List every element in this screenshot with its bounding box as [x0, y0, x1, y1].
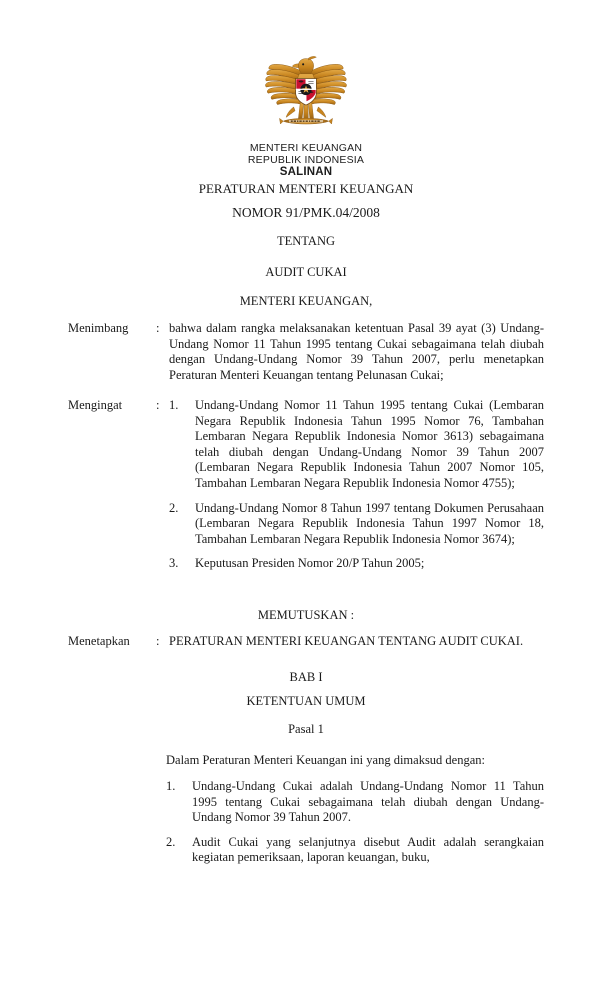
menetapkan-label: Menetapkan	[68, 634, 130, 648]
regulation-subject: AUDIT CUKAI	[265, 265, 347, 279]
mengingat-item-text: Keputusan Presiden Nomor 20/P Tahun 2005;	[195, 556, 425, 571]
mengingat-label: Mengingat	[68, 398, 123, 412]
menetapkan-colon: :	[156, 634, 160, 648]
definition-item	[166, 779, 544, 826]
pasal-intro-text: Dalam Peraturan Menteri Keuangan ini yang dimaksud dengan:	[166, 753, 486, 767]
mengingat-clause	[68, 398, 544, 572]
bab-title: KETENTUAN UMUM	[246, 694, 366, 708]
menimbang-text: bahwa dalam rangka melaksanakan ketentuan Pasal 39 ayat (3) Undang-Undang Nomor 11 Tahun 1995 tentang Cukai sebagaimana telah diubah dengan Undang-Undang Nomor 39 Tahun 2007, perlu menetapkan Peraturan Menteri Keuangan tentang Pelunasan Cukai;	[169, 321, 544, 382]
pasal-number: Pasal 1	[288, 722, 324, 736]
definition-item-number: 1.	[166, 779, 176, 793]
definition-item-number: 2.	[166, 834, 176, 849]
definition-item	[166, 835, 544, 866]
ministry-line-2: REPUBLIK INDONESIA	[247, 154, 365, 166]
salinan-label: SALINAN	[279, 166, 333, 178]
mengingat-colon: :	[156, 398, 160, 412]
menimbang-clause	[68, 321, 544, 383]
definition-item-text: Undang-Undang Cukai adalah Undang-Undang Nomor 11 Tahun 1995 tentang Cukai sebagaimana telah diubah dengan Undang-Undang Nomor 39 Tahun 2007.	[192, 779, 544, 825]
regulation-number: NOMOR 91/PMK.04/2008	[232, 205, 380, 220]
garuda-pancasila-icon	[258, 52, 354, 142]
menetapkan-clause	[68, 634, 544, 650]
mengingat-item-text: Undang-Undang Nomor 8 Tahun 1997 tentang Dokumen Perusahaan (Lembaran Negara Republik Indonesia Tahun 1997 Nomor 18, Tambahan Lembaran Negara Republik Indonesia Nomor 3674);	[195, 500, 544, 546]
mengingat-item	[169, 398, 544, 492]
emblem-container	[0, 52, 612, 147]
mengingat-item-number: 3.	[169, 556, 179, 571]
menetapkan-text: PERATURAN MENTERI KEUANGAN TENTANG AUDIT CUKAI.	[169, 634, 524, 648]
definition-list	[166, 779, 544, 866]
menimbang-label: Menimbang	[68, 321, 129, 335]
mengingat-list-container	[169, 398, 544, 572]
mengingat-item	[169, 556, 544, 572]
mengingat-item	[169, 501, 544, 548]
issuer-title: MENTERI KEUANGAN,	[239, 294, 373, 308]
mengingat-item-number: 2.	[169, 500, 179, 515]
menimbang-colon: :	[156, 321, 160, 335]
regulation-type-title: PERATURAN MENTERI KEUANGAN	[198, 181, 414, 196]
definitions-container	[166, 779, 544, 866]
definition-item-text: Audit Cukai yang selanjutnya disebut Audit adalah serangkaian kegiatan pemeriksaan, laporan keuangan, buku,	[192, 834, 544, 865]
tentang-label: TENTANG	[276, 234, 335, 248]
ministry-line-1: MENTERI KEUANGAN	[249, 142, 363, 154]
mengingat-item-text: Undang-Undang Nomor 11 Tahun 1995 tentang Cukai (Lembaran Negara Republik Indonesia Tahun 1995 Nomor 76, Tambahan Lembaran Negara Republik Indonesia Nomor 3613) sebagaimana telah diubah dengan Undang-Undang Nomor 39 Tahun 2007 (Lembaran Negara Republik Indonesia Tahun 2007 Nomor 105, Tambahan Lembaran Negara Republik Indonesia Nomor 4755);	[195, 398, 544, 490]
bab-number: BAB I	[289, 670, 323, 684]
mengingat-list	[169, 398, 544, 572]
memutuskan-heading: MEMUTUSKAN :	[257, 608, 355, 622]
mengingat-item-number: 1.	[169, 398, 179, 412]
